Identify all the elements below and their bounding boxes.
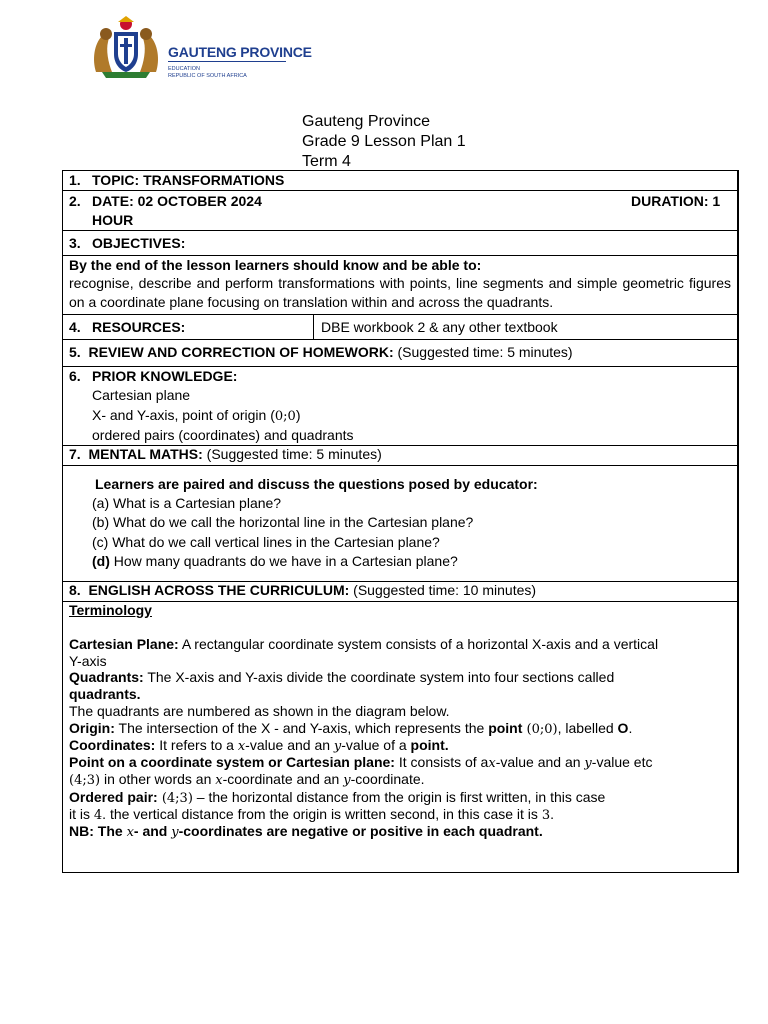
quadrants-def bbox=[69, 669, 614, 686]
point-cont-text-2: -coordinate and an bbox=[222, 771, 344, 787]
homework-line bbox=[69, 344, 573, 361]
coordinates-text-2: -value and an bbox=[245, 737, 334, 753]
origin-text-2: , labelled bbox=[557, 720, 618, 736]
mental-maths-intro: Learners are paired and discuss the questions posed by educator: bbox=[95, 476, 538, 492]
objectives-label: OBJECTIVES: bbox=[92, 235, 186, 251]
ordered-pair-cont-2: . the vertical distance from the origin is written second, in this case it is bbox=[102, 806, 542, 822]
coat-of-arms-icon bbox=[88, 14, 164, 80]
section-5-number: 5. bbox=[69, 344, 81, 360]
terminology-heading: Terminology bbox=[69, 602, 152, 618]
topic-label: TOPIC: TRANSFORMATIONS bbox=[92, 172, 285, 188]
origin-point-word: point bbox=[488, 720, 523, 736]
question-c: (c) What do we call vertical lines in the Cartesian plane? bbox=[92, 534, 440, 550]
origin-end: . bbox=[628, 720, 633, 736]
ordered-pair-four: 4 bbox=[93, 808, 103, 823]
header-province: Gauteng Province bbox=[302, 113, 431, 130]
duration-label: DURATION: 1 bbox=[631, 193, 721, 209]
quadrants-text: The X-axis and Y-axis divide the coordinate system into four sections called bbox=[143, 669, 615, 685]
quadrants-numbered: The quadrants are numbered as shown in the diagram below. bbox=[69, 703, 450, 719]
point-y: y bbox=[584, 756, 592, 771]
origin-coord: (0;0) bbox=[522, 722, 558, 737]
ordered-pair-term: Ordered pair: bbox=[69, 789, 158, 805]
point-term: Point on a coordinate system or Cartesian plane: bbox=[69, 754, 395, 770]
objectives-text: recognise, describe and perform transformations with points, line segments and simple geometric figures on a coordinate plane focusing on translation within and across the quadrants. bbox=[69, 275, 731, 310]
coordinates-point: point. bbox=[410, 737, 449, 753]
point-text-1: It consists of a bbox=[394, 754, 489, 770]
quadrants-word: quadrants. bbox=[69, 686, 141, 702]
section-4-number: 4. bbox=[69, 319, 81, 335]
cartesian-plane-text: A rectangular coordinate system consists of a horizontal X-axis and a vertical bbox=[178, 636, 659, 652]
resources-divider bbox=[313, 314, 314, 340]
homework-label: REVIEW AND CORRECTION OF HOMEWORK: bbox=[88, 344, 394, 360]
coordinates-x: x bbox=[237, 739, 246, 754]
prior-item-2-close: ) bbox=[295, 407, 301, 423]
english-line bbox=[69, 582, 536, 599]
mental-maths-line bbox=[69, 446, 382, 463]
coordinates-def bbox=[69, 737, 449, 755]
prior-item-2-text: X- and Y-axis, point of origin ( bbox=[92, 407, 275, 423]
ordered-pair-text: – the horizontal distance from the origin is first written, in this case bbox=[192, 789, 606, 805]
duration-continued: HOUR bbox=[92, 212, 134, 228]
point-cont-text-1: in other words an bbox=[100, 771, 216, 787]
logo-subtitle-education: EDUCATION bbox=[168, 66, 200, 72]
nb-y: y bbox=[171, 825, 179, 840]
ordered-pair-three: 3 bbox=[541, 808, 551, 823]
origin-coordinate: 0;0 bbox=[274, 409, 296, 424]
point-cont-text-3: -coordinate. bbox=[350, 771, 425, 787]
section-2-number: 2. bbox=[69, 193, 81, 209]
prior-item-2 bbox=[92, 407, 300, 425]
section-3-number: 3. bbox=[69, 235, 81, 251]
coordinates-y: y bbox=[333, 739, 342, 754]
point-text-3: -value etc bbox=[591, 754, 653, 770]
point-def bbox=[69, 754, 652, 772]
logo-title: GAUTENG PROVINCE bbox=[168, 44, 312, 60]
english-time: (Suggested time: 10 minutes) bbox=[349, 582, 537, 598]
section-7-number: 7. bbox=[69, 446, 81, 462]
nb-text-1: NB: The bbox=[69, 823, 127, 839]
prior-item-1: Cartesian plane bbox=[92, 387, 191, 403]
question-d bbox=[92, 553, 458, 570]
question-b: (b) What do we call the horizontal line in the Cartesian plane? bbox=[92, 514, 474, 530]
origin-letter: O bbox=[617, 720, 629, 736]
mental-maths-time: (Suggested time: 5 minutes) bbox=[202, 446, 382, 462]
mental-maths-label: MENTAL MATHS: bbox=[88, 446, 203, 462]
cartesian-plane-def-cont: Y-axis bbox=[69, 653, 107, 669]
section-6-number: 6. bbox=[69, 368, 81, 384]
ordered-pair-def-cont bbox=[69, 806, 554, 824]
header-term: Term 4 bbox=[302, 153, 351, 170]
ordered-pair-def bbox=[69, 789, 605, 807]
origin-term: Origin: bbox=[69, 720, 115, 736]
coordinates-text-1: It refers to a bbox=[155, 737, 238, 753]
ordered-pair-cont-1: it is bbox=[69, 806, 94, 822]
cartesian-plane-term: Cartesian Plane: bbox=[69, 636, 179, 652]
resources-label: RESOURCES: bbox=[92, 319, 186, 335]
point-def-cont bbox=[69, 771, 425, 789]
resources-value: DBE workbook 2 & any other textbook bbox=[321, 319, 558, 335]
nb-text-2: - and bbox=[133, 823, 172, 839]
cartesian-plane-def bbox=[69, 636, 658, 653]
objectives-intro: By the end of the lesson learners should know and be able to: bbox=[69, 257, 482, 273]
nb-x: x bbox=[126, 825, 134, 840]
origin-text: The intersection of the X - and Y-axis, which represents the bbox=[114, 720, 489, 736]
nb-note bbox=[69, 823, 543, 841]
origin-def bbox=[69, 720, 632, 738]
question-a: (a) What is a Cartesian plane? bbox=[92, 495, 282, 511]
section-1-number: 1. bbox=[69, 172, 81, 188]
point-cont-x: x bbox=[215, 773, 223, 788]
ordered-pair-coord: (4;3) bbox=[157, 791, 193, 806]
question-d-label: (d) bbox=[92, 553, 110, 569]
point-x: x bbox=[488, 756, 496, 771]
gauteng-logo bbox=[88, 14, 312, 84]
quadrants-term: Quadrants: bbox=[69, 669, 144, 685]
ordered-pair-end: . bbox=[550, 806, 554, 822]
nb-text-3: -coordinates are negative or positive in each quadrant. bbox=[178, 823, 543, 839]
coordinates-term: Coordinates: bbox=[69, 737, 156, 753]
header-lesson: Grade 9 Lesson Plan 1 bbox=[302, 133, 466, 150]
logo-subtitle-republic: REPUBLIC OF SOUTH AFRICA bbox=[168, 73, 247, 79]
section-8-number: 8. bbox=[69, 582, 81, 598]
point-text-2: -value and an bbox=[495, 754, 585, 770]
prior-item-3: ordered pairs (coordinates) and quadrants bbox=[92, 427, 354, 443]
logo-divider bbox=[168, 61, 286, 62]
prior-knowledge-label: PRIOR KNOWLEDGE: bbox=[92, 368, 238, 384]
coordinates-text-3: -value of a bbox=[341, 737, 411, 753]
point-cont-y: y bbox=[343, 773, 351, 788]
question-d-text: How many quadrants do we have in a Cartesian plane? bbox=[109, 553, 458, 569]
date-label: DATE: 02 OCTOBER 2024 bbox=[92, 193, 262, 209]
homework-time: (Suggested time: 5 minutes) bbox=[393, 344, 573, 360]
point-example-coord: (4;3) bbox=[69, 773, 101, 788]
english-label: ENGLISH ACROSS THE CURRICULUM: bbox=[88, 582, 350, 598]
